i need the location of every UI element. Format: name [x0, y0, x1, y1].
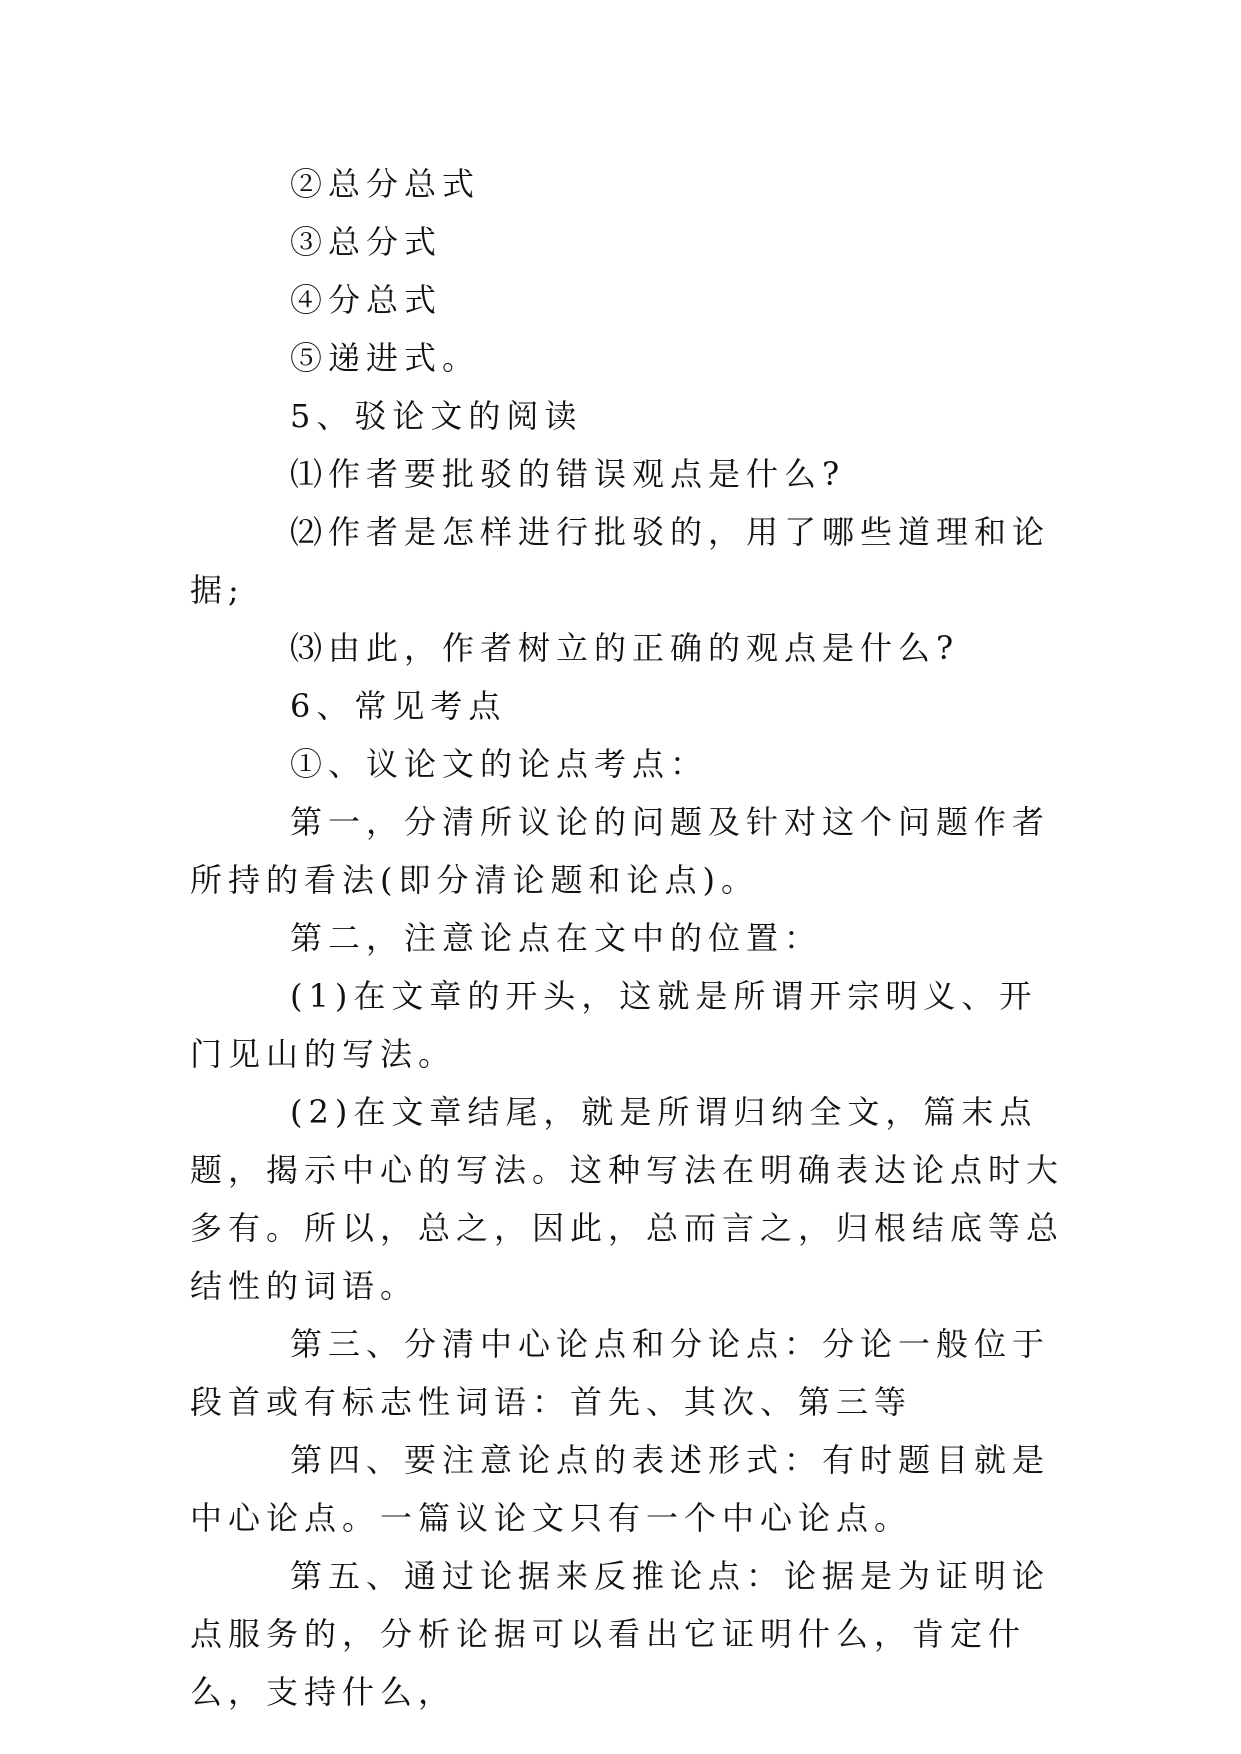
- paragraph: ⑶由此，作者树立的正确的观点是什么?: [290, 629, 960, 667]
- paragraph: 第四、要注意论点的表述形式：有时题目就是中心论点。一篇议论文只有一个中心论点。: [190, 1441, 1051, 1537]
- paragraph: ②总分总式: [290, 165, 481, 203]
- paragraph: 第五、通过论据来反推论点：论据是为证明论点服务的，分析论据可以看出它证明什么，肯定什么，支持什么，: [190, 1557, 1051, 1711]
- document-body: [190, 155, 1070, 1721]
- section-heading: 5、驳论文的阅读: [290, 397, 583, 435]
- paragraph: 第三、分清中心论点和分论点：分论一般位于段首或有标志性词语：首先、其次、第三等: [190, 1325, 1051, 1421]
- paragraph: ⑴作者要批驳的错误观点是什么?: [290, 455, 846, 493]
- paragraph: (2)在文章结尾，就是所谓归纳全文，篇末点题，揭示中心的写法。这种写法在明确表达论点时大多有。所以，总之，因此，总而言之，归根结底等总结性的词语。: [190, 1093, 1065, 1305]
- paragraph: ⑤递进式。: [290, 339, 481, 377]
- paragraph: 第一，分清所议论的问题及针对这个问题作者所持的看法(即分清论题和论点)。: [190, 803, 1051, 899]
- paragraph: (1)在文章的开头，这就是所谓开宗明义、开门见山的写法。: [190, 977, 1038, 1073]
- paragraph: ③总分式: [290, 223, 443, 261]
- paragraph: ④分总式: [290, 281, 443, 319]
- paragraph: ⑵作者是怎样进行批驳的，用了哪些道理和论据;: [190, 513, 1051, 609]
- paragraph: ①、议论文的论点考点：: [290, 745, 709, 783]
- paragraph: 第二，注意论点在文中的位置：: [290, 919, 823, 957]
- section-heading: 6、常见考点: [290, 687, 507, 725]
